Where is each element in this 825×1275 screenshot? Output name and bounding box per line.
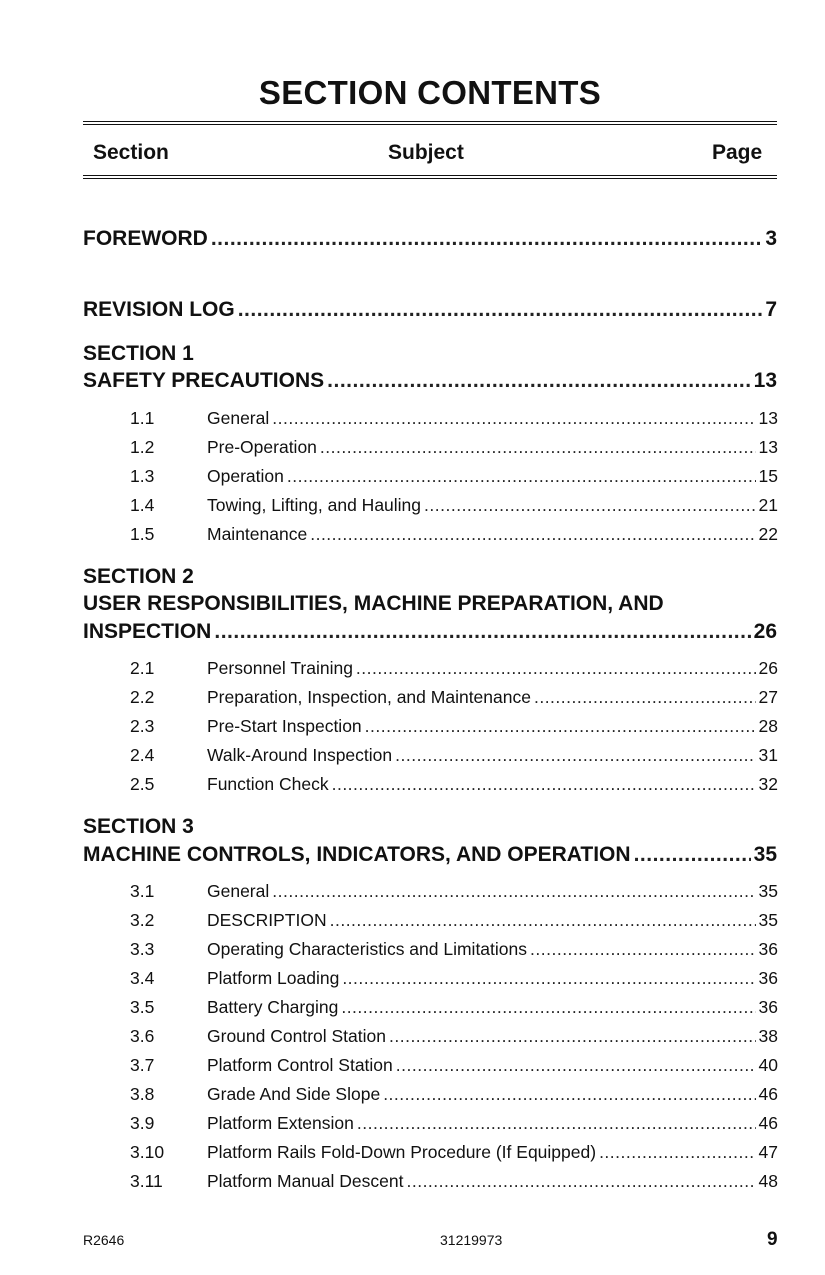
toc-subentry-number: 3.10	[130, 1142, 165, 1162]
dot-leader	[272, 881, 755, 902]
toc-subentry-number: 1.3	[130, 466, 155, 486]
dot-leader	[424, 495, 756, 516]
toc-entry-title: INSPECTION	[83, 620, 212, 643]
toc-subentry[interactable]	[130, 997, 778, 1018]
toc-subentry[interactable]	[130, 968, 778, 989]
toc-subentry-title: Pre-Start Inspection	[207, 716, 362, 736]
dot-leader	[383, 1084, 755, 1105]
toc-subentry-page: 36	[758, 968, 778, 988]
dot-leader	[310, 524, 755, 545]
toc-subentry-number: 3.11	[130, 1171, 163, 1191]
toc-subentry-title: DESCRIPTION	[207, 910, 327, 930]
toc-subentry-page: 35	[758, 881, 778, 901]
footer-document-code: R2646	[83, 1232, 125, 1248]
toc-entry-page: 26	[753, 620, 777, 643]
toc-subentry-title: Ground Control Station	[207, 1026, 386, 1046]
section-1-label: SECTION 1	[83, 342, 194, 365]
toc-subentry-page: 28	[758, 716, 778, 736]
section-2-title-line1: USER RESPONSIBILITIES, MACHINE PREPARATION, AND	[83, 592, 664, 615]
dot-leader	[396, 1055, 756, 1076]
dot-leader	[272, 408, 755, 429]
dot-leader	[530, 939, 756, 960]
section-2-label: SECTION 2	[83, 565, 194, 588]
dot-leader	[214, 620, 750, 644]
toc-subentry-title: Function Check	[207, 774, 329, 794]
toc-subentry-number: 3.8	[130, 1084, 155, 1104]
toc-subentry-page: 31	[758, 745, 778, 765]
toc-subentry-number: 2.4	[130, 745, 155, 765]
dot-leader	[389, 1026, 756, 1047]
toc-subentry-number: 3.1	[130, 881, 155, 901]
toc-subentry-number: 3.3	[130, 939, 155, 959]
toc-subentry-title: Grade And Side Slope	[207, 1084, 381, 1104]
dot-leader	[327, 369, 750, 393]
toc-subentry-page: 47	[758, 1142, 778, 1162]
toc-subentry-title: Operating Characteristics and Limitations	[207, 939, 528, 959]
toc-subentry-number: 1.5	[130, 524, 155, 544]
page-number: 9	[767, 1229, 778, 1250]
header-rule-top	[83, 121, 777, 125]
toc-subentry-number: 1.1	[130, 408, 155, 428]
column-header-page: Page	[712, 141, 763, 164]
toc-subentry-title: Platform Rails Fold-Down Procedure (If Equipped)	[207, 1142, 597, 1162]
dot-leader	[599, 1142, 755, 1163]
toc-subentry-number: 2.3	[130, 716, 155, 736]
toc-subentry-page: 48	[758, 1171, 778, 1191]
toc-subentry-page: 27	[758, 687, 778, 707]
dot-leader	[357, 1113, 756, 1134]
dot-leader	[406, 1171, 755, 1192]
toc-entry-title: REVISION LOG	[83, 298, 235, 321]
toc-subentry-page: 40	[758, 1055, 778, 1075]
dot-leader	[332, 774, 756, 795]
dot-leader	[534, 687, 756, 708]
toc-subentry[interactable]	[130, 524, 778, 545]
toc-subentry-number: 1.4	[130, 495, 155, 515]
toc-subentry-title: Walk-Around Inspection	[207, 745, 393, 765]
toc-subentry-number: 2.5	[130, 774, 155, 794]
toc-subentry-page: 36	[758, 997, 778, 1017]
toc-subentry-page: 35	[758, 910, 778, 930]
toc-entry-section-3[interactable]	[83, 843, 777, 867]
page-title: SECTION CONTENTS	[258, 74, 602, 111]
toc-subentry-title: Pre-Operation	[207, 437, 317, 457]
toc-entry-revision-log[interactable]	[83, 298, 777, 322]
toc-subentry-title: Platform Control Station	[207, 1055, 393, 1075]
dot-leader	[238, 298, 763, 322]
toc-entry-title: MACHINE CONTROLS, INDICATORS, AND OPERATION	[83, 843, 631, 866]
toc-subentry-number: 3.4	[130, 968, 155, 988]
toc-entry-page: 3	[765, 227, 777, 250]
toc-subentry[interactable]	[130, 881, 778, 902]
toc-entry-section-2[interactable]	[83, 620, 777, 644]
toc-subentry[interactable]	[130, 774, 778, 795]
toc-subentry-page: 15	[758, 466, 778, 486]
toc-subentry-title: Towing, Lifting, and Hauling	[207, 495, 422, 515]
toc-subentry-title: Preparation, Inspection, and Maintenance	[207, 687, 531, 707]
toc-subentry[interactable]	[130, 658, 778, 679]
toc-subentry[interactable]	[130, 437, 778, 458]
dot-leader	[365, 716, 756, 737]
toc-subentry-title: Platform Loading	[207, 968, 340, 988]
toc-subentry[interactable]	[130, 1055, 778, 1076]
toc-entry-page: 13	[753, 369, 777, 392]
section-3-label: SECTION 3	[83, 815, 194, 838]
toc-subentry-number: 3.2	[130, 910, 155, 930]
toc-entry-section-1[interactable]	[83, 369, 777, 393]
toc-subentry[interactable]	[130, 939, 778, 960]
dot-leader	[287, 466, 756, 487]
toc-subentry[interactable]	[130, 1171, 778, 1192]
column-header-subject: Subject	[388, 141, 464, 164]
dot-leader	[211, 227, 762, 251]
toc-subentry-number: 2.1	[130, 658, 155, 678]
toc-subentry[interactable]	[130, 495, 778, 516]
toc-subentry-title: Platform Extension	[207, 1113, 354, 1133]
toc-subentry-page: 22	[758, 524, 778, 544]
header-rule-bottom	[83, 175, 777, 179]
toc-subentry-page: 26	[758, 658, 778, 678]
toc-subentry-number: 3.9	[130, 1113, 155, 1133]
toc-subentry-title: General	[207, 881, 270, 901]
toc-subentry[interactable]	[130, 687, 778, 708]
toc-entry-page: 35	[753, 843, 777, 866]
dot-leader	[342, 968, 755, 989]
toc-subentry-number: 2.2	[130, 687, 155, 707]
toc-subentry-number: 3.6	[130, 1026, 155, 1046]
dot-leader	[634, 843, 751, 867]
dot-leader	[341, 997, 755, 1018]
column-header-section: Section	[93, 141, 169, 164]
toc-subentry-title: Maintenance	[207, 524, 308, 544]
toc-subentry-title: General	[207, 408, 270, 428]
toc-subentry-page: 13	[758, 408, 778, 428]
toc-subentry-number: 3.7	[130, 1055, 155, 1075]
dot-leader	[395, 745, 755, 766]
toc-subentry-page: 38	[758, 1026, 778, 1046]
toc-subentry[interactable]	[130, 466, 778, 487]
toc-entry-title: SAFETY PRECAUTIONS	[83, 369, 325, 392]
dot-leader	[356, 658, 756, 679]
toc-subentry-page: 32	[758, 774, 778, 794]
toc-subentry[interactable]	[130, 1142, 778, 1163]
toc-subentry[interactable]	[130, 408, 778, 429]
footer-part-number: 31219973	[440, 1232, 503, 1248]
toc-subentry-page: 21	[758, 495, 778, 515]
toc-subentry-title: Platform Manual Descent	[207, 1171, 404, 1191]
toc-subentry-title: Operation	[207, 466, 284, 486]
toc-subentry[interactable]	[130, 1113, 778, 1134]
toc-subentry[interactable]	[130, 745, 778, 766]
toc-subentry-page: 36	[758, 939, 778, 959]
toc-subentry-page: 13	[758, 437, 778, 457]
toc-subentry[interactable]	[130, 1084, 778, 1105]
toc-subentry-page: 46	[758, 1113, 778, 1133]
toc-subentry-number: 1.2	[130, 437, 155, 457]
toc-subentry-title: Personnel Training	[207, 658, 353, 678]
toc-entry-title: FOREWORD	[83, 227, 208, 250]
toc-entry-foreword[interactable]	[83, 227, 777, 251]
dot-leader	[330, 910, 756, 931]
toc-subentry[interactable]	[130, 1026, 778, 1047]
toc-subentry[interactable]	[130, 716, 778, 737]
toc-subentry[interactable]	[130, 910, 778, 931]
toc-subentry-number: 3.5	[130, 997, 155, 1017]
dot-leader	[320, 437, 756, 458]
toc-entry-page: 7	[765, 298, 777, 321]
toc-subentry-title: Battery Charging	[207, 997, 339, 1017]
toc-subentry-page: 46	[758, 1084, 778, 1104]
